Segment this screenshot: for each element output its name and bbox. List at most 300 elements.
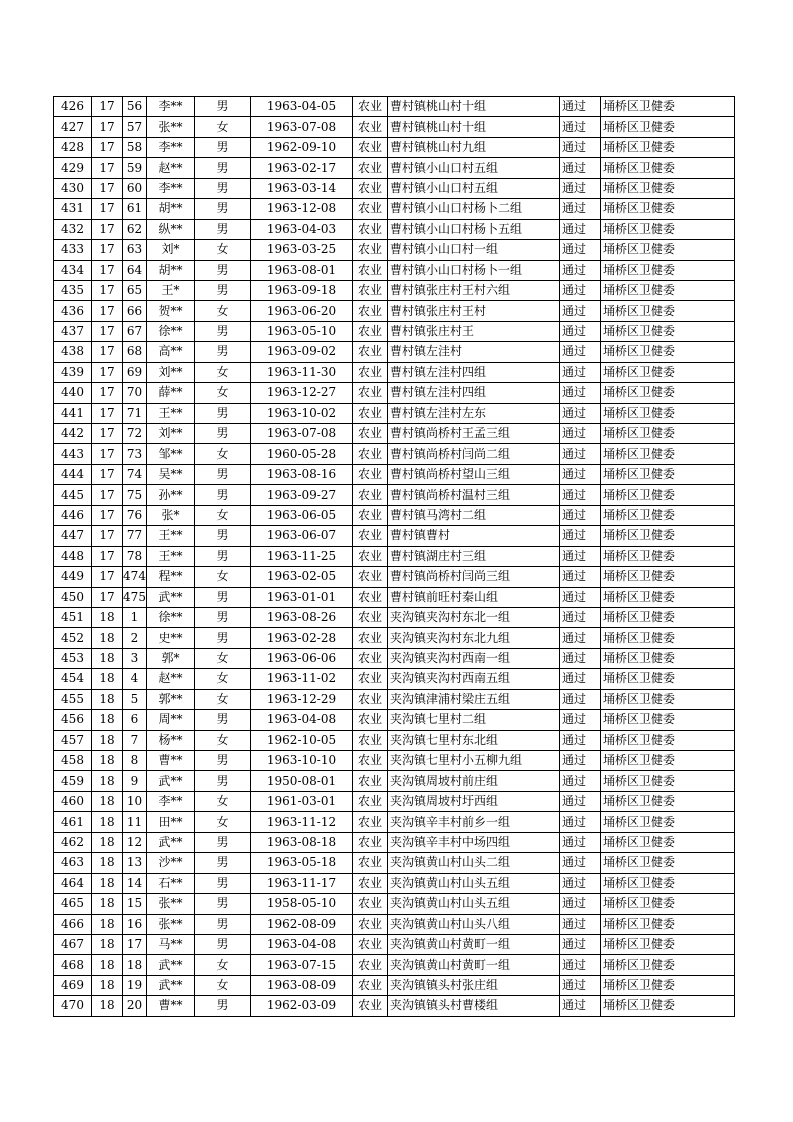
- cell-birth-date: 1962-09-10: [251, 137, 353, 157]
- cell-name: 薛**: [147, 383, 195, 403]
- cell-batch-number: 17: [92, 301, 123, 321]
- cell-name: 李**: [147, 178, 195, 198]
- cell-batch-number: 17: [92, 424, 123, 444]
- cell-name: 胡**: [147, 199, 195, 219]
- cell-name: 贺**: [147, 301, 195, 321]
- cell-birth-date: 1962-08-09: [251, 914, 353, 934]
- cell-gender: 女: [195, 975, 251, 995]
- cell-row-number: 430: [54, 178, 92, 198]
- cell-name: 王*: [147, 280, 195, 300]
- cell-address: 曹村镇张庄村王村: [388, 301, 560, 321]
- cell-item-number: 3: [123, 648, 147, 668]
- cell-birth-date: 1960-05-28: [251, 444, 353, 464]
- cell-gender: 女: [195, 648, 251, 668]
- cell-row-number: 446: [54, 505, 92, 525]
- table-row: [54, 219, 735, 239]
- table-row: [54, 444, 735, 464]
- table-row: [54, 996, 735, 1016]
- cell-household-type: 农业: [353, 444, 388, 464]
- cell-gender: 男: [195, 280, 251, 300]
- table-row: [54, 178, 735, 198]
- cell-review-status: 通过: [560, 730, 601, 750]
- cell-batch-number: 17: [92, 97, 123, 117]
- cell-name: 武**: [147, 771, 195, 791]
- cell-batch-number: 18: [92, 628, 123, 648]
- cell-review-agency: 埇桥区卫健委: [601, 587, 735, 607]
- cell-gender: 男: [195, 464, 251, 484]
- cell-review-agency: 埇桥区卫健委: [601, 97, 735, 117]
- cell-birth-date: 1963-12-29: [251, 689, 353, 709]
- cell-batch-number: 18: [92, 791, 123, 811]
- cell-batch-number: 18: [92, 751, 123, 771]
- table-row: [54, 464, 735, 484]
- cell-birth-date: 1963-01-01: [251, 587, 353, 607]
- table-row: [54, 853, 735, 873]
- cell-gender: 男: [195, 424, 251, 444]
- cell-address: 夹沟镇黄山村山头二组: [388, 853, 560, 873]
- cell-batch-number: 17: [92, 383, 123, 403]
- cell-gender: 男: [195, 894, 251, 914]
- cell-name: 纵**: [147, 219, 195, 239]
- cell-item-number: 19: [123, 975, 147, 995]
- cell-row-number: 464: [54, 873, 92, 893]
- cell-batch-number: 18: [92, 648, 123, 668]
- table-row: [54, 873, 735, 893]
- cell-review-agency: 埇桥区卫健委: [601, 444, 735, 464]
- cell-household-type: 农业: [353, 158, 388, 178]
- cell-batch-number: 17: [92, 260, 123, 280]
- table-row: [54, 199, 735, 219]
- cell-item-number: 7: [123, 730, 147, 750]
- cell-household-type: 农业: [353, 240, 388, 260]
- cell-name: 徐**: [147, 607, 195, 627]
- cell-review-agency: 埇桥区卫健委: [601, 137, 735, 157]
- cell-address: 曹村镇小山口村杨卜一组: [388, 260, 560, 280]
- cell-name: 徐**: [147, 321, 195, 341]
- cell-gender: 男: [195, 832, 251, 852]
- cell-gender: 男: [195, 526, 251, 546]
- cell-batch-number: 17: [92, 485, 123, 505]
- cell-gender: 男: [195, 97, 251, 117]
- cell-item-number: 475: [123, 587, 147, 607]
- cell-row-number: 443: [54, 444, 92, 464]
- cell-name: 张**: [147, 894, 195, 914]
- cell-row-number: 458: [54, 751, 92, 771]
- cell-gender: 男: [195, 873, 251, 893]
- cell-birth-date: 1963-12-08: [251, 199, 353, 219]
- cell-review-status: 通过: [560, 97, 601, 117]
- record-table: [53, 96, 735, 1017]
- cell-review-status: 通过: [560, 996, 601, 1016]
- cell-birth-date: 1963-04-03: [251, 219, 353, 239]
- cell-gender: 男: [195, 158, 251, 178]
- cell-item-number: 77: [123, 526, 147, 546]
- cell-item-number: 64: [123, 260, 147, 280]
- cell-household-type: 农业: [353, 751, 388, 771]
- cell-gender: 女: [195, 791, 251, 811]
- table-row: [54, 669, 735, 689]
- cell-name: 李**: [147, 137, 195, 157]
- cell-review-agency: 埇桥区卫健委: [601, 158, 735, 178]
- cell-household-type: 农业: [353, 137, 388, 157]
- cell-household-type: 农业: [353, 464, 388, 484]
- cell-item-number: 18: [123, 955, 147, 975]
- cell-row-number: 444: [54, 464, 92, 484]
- cell-address: 夹沟镇镇头村曹楼组: [388, 996, 560, 1016]
- cell-review-status: 通过: [560, 280, 601, 300]
- cell-address: 夹沟镇夹沟村西南五组: [388, 669, 560, 689]
- cell-birth-date: 1963-08-26: [251, 607, 353, 627]
- cell-household-type: 农业: [353, 955, 388, 975]
- cell-review-status: 通过: [560, 199, 601, 219]
- cell-review-status: 通过: [560, 321, 601, 341]
- cell-gender: 女: [195, 955, 251, 975]
- cell-address: 曹村镇曹村: [388, 526, 560, 546]
- cell-review-agency: 埇桥区卫健委: [601, 689, 735, 709]
- cell-batch-number: 18: [92, 996, 123, 1016]
- cell-row-number: 431: [54, 199, 92, 219]
- table-row: [54, 607, 735, 627]
- cell-household-type: 农业: [353, 791, 388, 811]
- cell-review-status: 通过: [560, 362, 601, 382]
- cell-gender: 男: [195, 914, 251, 934]
- cell-name: 李**: [147, 791, 195, 811]
- cell-household-type: 农业: [353, 280, 388, 300]
- cell-review-agency: 埇桥区卫健委: [601, 424, 735, 444]
- cell-row-number: 460: [54, 791, 92, 811]
- cell-review-agency: 埇桥区卫健委: [601, 751, 735, 771]
- cell-review-status: 通过: [560, 424, 601, 444]
- cell-gender: 男: [195, 587, 251, 607]
- cell-address: 曹村镇左洼村四组: [388, 362, 560, 382]
- cell-item-number: 16: [123, 914, 147, 934]
- cell-review-agency: 埇桥区卫健委: [601, 730, 735, 750]
- cell-batch-number: 17: [92, 526, 123, 546]
- cell-item-number: 58: [123, 137, 147, 157]
- cell-review-agency: 埇桥区卫健委: [601, 178, 735, 198]
- cell-household-type: 农业: [353, 689, 388, 709]
- cell-batch-number: 17: [92, 464, 123, 484]
- cell-review-status: 通过: [560, 751, 601, 771]
- cell-item-number: 2: [123, 628, 147, 648]
- table-row: [54, 383, 735, 403]
- cell-birth-date: 1963-06-07: [251, 526, 353, 546]
- cell-item-number: 73: [123, 444, 147, 464]
- cell-review-agency: 埇桥区卫健委: [601, 955, 735, 975]
- table-row: [54, 240, 735, 260]
- cell-row-number: 456: [54, 710, 92, 730]
- cell-batch-number: 17: [92, 362, 123, 382]
- cell-name: 武**: [147, 832, 195, 852]
- cell-review-status: 通过: [560, 485, 601, 505]
- cell-household-type: 农业: [353, 628, 388, 648]
- cell-name: 李**: [147, 97, 195, 117]
- cell-item-number: 78: [123, 546, 147, 566]
- cell-item-number: 474: [123, 567, 147, 587]
- cell-row-number: 439: [54, 362, 92, 382]
- table-row: [54, 812, 735, 832]
- cell-address: 曹村镇尚桥村王孟三组: [388, 424, 560, 444]
- cell-birth-date: 1963-08-16: [251, 464, 353, 484]
- cell-item-number: 1: [123, 607, 147, 627]
- cell-item-number: 66: [123, 301, 147, 321]
- cell-item-number: 59: [123, 158, 147, 178]
- cell-row-number: 470: [54, 996, 92, 1016]
- cell-review-status: 通过: [560, 934, 601, 954]
- cell-birth-date: 1963-05-18: [251, 853, 353, 873]
- cell-gender: 女: [195, 240, 251, 260]
- cell-birth-date: 1963-02-28: [251, 628, 353, 648]
- cell-household-type: 农业: [353, 117, 388, 137]
- table-row: [54, 689, 735, 709]
- cell-batch-number: 18: [92, 730, 123, 750]
- cell-review-agency: 埇桥区卫健委: [601, 383, 735, 403]
- table-row: [54, 628, 735, 648]
- cell-birth-date: 1963-07-15: [251, 955, 353, 975]
- cell-household-type: 农业: [353, 771, 388, 791]
- cell-name: 马**: [147, 934, 195, 954]
- cell-household-type: 农业: [353, 505, 388, 525]
- cell-gender: 男: [195, 751, 251, 771]
- cell-review-agency: 埇桥区卫健委: [601, 485, 735, 505]
- cell-address: 曹村镇张庄村王: [388, 321, 560, 341]
- cell-gender: 男: [195, 342, 251, 362]
- table-row: [54, 648, 735, 668]
- cell-item-number: 56: [123, 97, 147, 117]
- cell-batch-number: 17: [92, 178, 123, 198]
- cell-birth-date: 1963-11-30: [251, 362, 353, 382]
- cell-birth-date: 1950-08-01: [251, 771, 353, 791]
- cell-row-number: 441: [54, 403, 92, 423]
- cell-gender: 女: [195, 362, 251, 382]
- cell-household-type: 农业: [353, 710, 388, 730]
- cell-address: 夹沟镇夹沟村西南一组: [388, 648, 560, 668]
- cell-row-number: 434: [54, 260, 92, 280]
- cell-batch-number: 17: [92, 219, 123, 239]
- cell-row-number: 462: [54, 832, 92, 852]
- cell-birth-date: 1963-11-02: [251, 669, 353, 689]
- cell-review-agency: 埇桥区卫健委: [601, 362, 735, 382]
- cell-item-number: 71: [123, 403, 147, 423]
- cell-batch-number: 18: [92, 975, 123, 995]
- cell-row-number: 436: [54, 301, 92, 321]
- cell-gender: 女: [195, 812, 251, 832]
- cell-household-type: 农业: [353, 975, 388, 995]
- table-row: [54, 710, 735, 730]
- cell-birth-date: 1963-04-08: [251, 934, 353, 954]
- cell-birth-date: 1963-07-08: [251, 117, 353, 137]
- cell-household-type: 农业: [353, 383, 388, 403]
- cell-review-status: 通过: [560, 158, 601, 178]
- cell-address: 夹沟镇周坡村圩西组: [388, 791, 560, 811]
- cell-address: 曹村镇尚桥村望山三组: [388, 464, 560, 484]
- cell-review-agency: 埇桥区卫健委: [601, 403, 735, 423]
- cell-review-status: 通过: [560, 260, 601, 280]
- cell-review-status: 通过: [560, 873, 601, 893]
- cell-birth-date: 1962-03-09: [251, 996, 353, 1016]
- cell-batch-number: 18: [92, 873, 123, 893]
- cell-review-status: 通过: [560, 178, 601, 198]
- cell-name: 周**: [147, 710, 195, 730]
- cell-row-number: 467: [54, 934, 92, 954]
- cell-gender: 男: [195, 137, 251, 157]
- cell-review-status: 通过: [560, 975, 601, 995]
- cell-review-agency: 埇桥区卫健委: [601, 199, 735, 219]
- cell-name: 石**: [147, 873, 195, 893]
- table-row: [54, 137, 735, 157]
- cell-review-status: 通过: [560, 219, 601, 239]
- cell-address: 夹沟镇七里村二组: [388, 710, 560, 730]
- cell-batch-number: 18: [92, 669, 123, 689]
- cell-gender: 男: [195, 485, 251, 505]
- cell-birth-date: 1963-12-27: [251, 383, 353, 403]
- cell-review-status: 通过: [560, 137, 601, 157]
- cell-item-number: 11: [123, 812, 147, 832]
- cell-address: 夹沟镇黄山村山头五组: [388, 894, 560, 914]
- cell-name: 武**: [147, 955, 195, 975]
- cell-item-number: 13: [123, 853, 147, 873]
- cell-household-type: 农业: [353, 178, 388, 198]
- cell-address: 曹村镇尚桥村闫尚三组: [388, 567, 560, 587]
- cell-gender: 男: [195, 771, 251, 791]
- cell-address: 曹村镇尚桥村温村三组: [388, 485, 560, 505]
- cell-name: 刘**: [147, 362, 195, 382]
- cell-item-number: 17: [123, 934, 147, 954]
- cell-review-agency: 埇桥区卫健委: [601, 628, 735, 648]
- cell-item-number: 63: [123, 240, 147, 260]
- cell-birth-date: 1963-08-01: [251, 260, 353, 280]
- cell-item-number: 60: [123, 178, 147, 198]
- cell-gender: 男: [195, 628, 251, 648]
- cell-batch-number: 18: [92, 607, 123, 627]
- cell-address: 曹村镇小山口村五组: [388, 158, 560, 178]
- cell-household-type: 农业: [353, 648, 388, 668]
- cell-review-agency: 埇桥区卫健委: [601, 669, 735, 689]
- cell-birth-date: 1963-02-05: [251, 567, 353, 587]
- cell-batch-number: 17: [92, 444, 123, 464]
- cell-review-status: 通过: [560, 607, 601, 627]
- cell-review-agency: 埇桥区卫健委: [601, 526, 735, 546]
- cell-review-status: 通过: [560, 403, 601, 423]
- cell-address: 曹村镇左洼村四组: [388, 383, 560, 403]
- cell-batch-number: 17: [92, 321, 123, 341]
- cell-batch-number: 17: [92, 567, 123, 587]
- cell-gender: 男: [195, 219, 251, 239]
- cell-name: 刘**: [147, 424, 195, 444]
- cell-review-status: 通过: [560, 587, 601, 607]
- cell-address: 曹村镇前旺村秦山组: [388, 587, 560, 607]
- cell-address: 夹沟镇夹沟村东北九组: [388, 628, 560, 648]
- cell-row-number: 468: [54, 955, 92, 975]
- cell-gender: 男: [195, 607, 251, 627]
- cell-household-type: 农业: [353, 219, 388, 239]
- cell-item-number: 9: [123, 771, 147, 791]
- cell-row-number: 429: [54, 158, 92, 178]
- cell-name: 高**: [147, 342, 195, 362]
- cell-address: 夹沟镇黄山村黄町一组: [388, 934, 560, 954]
- cell-name: 张**: [147, 117, 195, 137]
- cell-household-type: 农业: [353, 996, 388, 1016]
- cell-review-agency: 埇桥区卫健委: [601, 219, 735, 239]
- cell-row-number: 440: [54, 383, 92, 403]
- cell-batch-number: 17: [92, 342, 123, 362]
- cell-household-type: 农业: [353, 526, 388, 546]
- cell-household-type: 农业: [353, 403, 388, 423]
- cell-birth-date: 1963-07-08: [251, 424, 353, 444]
- table-row: [54, 362, 735, 382]
- cell-birth-date: 1963-09-27: [251, 485, 353, 505]
- cell-item-number: 65: [123, 280, 147, 300]
- cell-item-number: 75: [123, 485, 147, 505]
- cell-address: 夹沟镇黄山村山头八组: [388, 914, 560, 934]
- table-row: [54, 587, 735, 607]
- cell-birth-date: 1963-09-18: [251, 280, 353, 300]
- cell-row-number: 435: [54, 280, 92, 300]
- cell-gender: 女: [195, 730, 251, 750]
- cell-household-type: 农业: [353, 362, 388, 382]
- cell-review-status: 通过: [560, 444, 601, 464]
- cell-review-status: 通过: [560, 771, 601, 791]
- cell-name: 胡**: [147, 260, 195, 280]
- cell-name: 张**: [147, 914, 195, 934]
- table-row: [54, 914, 735, 934]
- cell-address: 曹村镇桃山村九组: [388, 137, 560, 157]
- table-row: [54, 97, 735, 117]
- cell-review-agency: 埇桥区卫健委: [601, 791, 735, 811]
- cell-birth-date: 1958-05-10: [251, 894, 353, 914]
- cell-address: 曹村镇小山口村杨卜五组: [388, 219, 560, 239]
- cell-address: 夹沟镇辛丰村中场四组: [388, 832, 560, 852]
- cell-name: 武**: [147, 975, 195, 995]
- cell-item-number: 67: [123, 321, 147, 341]
- cell-household-type: 农业: [353, 669, 388, 689]
- cell-item-number: 5: [123, 689, 147, 709]
- cell-review-status: 通过: [560, 648, 601, 668]
- cell-name: 王**: [147, 403, 195, 423]
- cell-household-type: 农业: [353, 199, 388, 219]
- cell-address: 曹村镇尚桥村闫尚二组: [388, 444, 560, 464]
- cell-review-status: 通过: [560, 526, 601, 546]
- cell-batch-number: 17: [92, 546, 123, 566]
- cell-household-type: 农业: [353, 97, 388, 117]
- cell-batch-number: 18: [92, 832, 123, 852]
- cell-name: 田**: [147, 812, 195, 832]
- cell-household-type: 农业: [353, 934, 388, 954]
- cell-review-agency: 埇桥区卫健委: [601, 812, 735, 832]
- cell-item-number: 61: [123, 199, 147, 219]
- cell-review-status: 通过: [560, 914, 601, 934]
- cell-batch-number: 18: [92, 914, 123, 934]
- cell-household-type: 农业: [353, 342, 388, 362]
- cell-address: 夹沟镇镇头村张庄组: [388, 975, 560, 995]
- cell-household-type: 农业: [353, 567, 388, 587]
- cell-item-number: 4: [123, 669, 147, 689]
- table-row: [54, 526, 735, 546]
- cell-name: 吴**: [147, 464, 195, 484]
- cell-item-number: 74: [123, 464, 147, 484]
- cell-household-type: 农业: [353, 914, 388, 934]
- cell-review-status: 通过: [560, 955, 601, 975]
- cell-row-number: 448: [54, 546, 92, 566]
- table-row: [54, 567, 735, 587]
- cell-name: 赵**: [147, 669, 195, 689]
- cell-address: 夹沟镇黄山村黄町一组: [388, 955, 560, 975]
- cell-batch-number: 18: [92, 955, 123, 975]
- cell-gender: 男: [195, 546, 251, 566]
- cell-review-status: 通过: [560, 853, 601, 873]
- table-row: [54, 342, 735, 362]
- cell-item-number: 8: [123, 751, 147, 771]
